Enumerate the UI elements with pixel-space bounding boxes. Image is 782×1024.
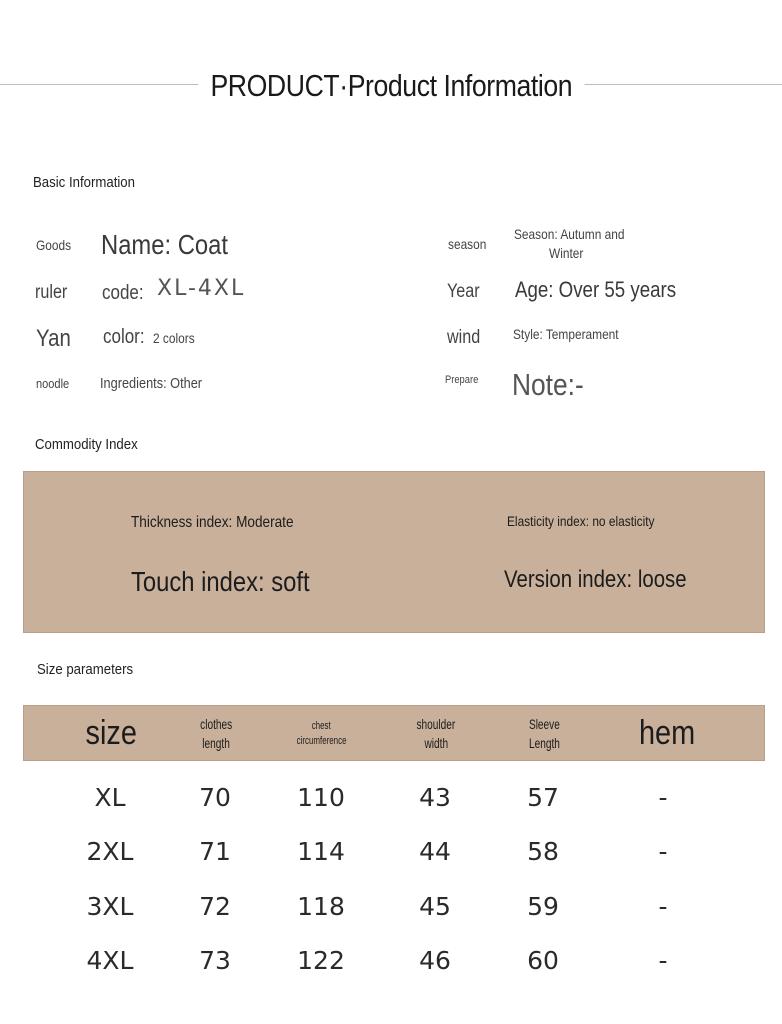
- cell-shoulder: 43: [419, 782, 451, 812]
- yan-key: Yan: [36, 325, 71, 352]
- header-clothes-length: clothes length: [199, 716, 233, 751]
- cell-size: 4XL: [86, 945, 134, 975]
- cell-clothes-length: 72: [199, 891, 231, 921]
- cell-sleeve: 58: [527, 836, 559, 866]
- cell-sleeve: 59: [527, 891, 559, 921]
- header-chest-circumference: chest circumference: [297, 720, 347, 747]
- cell-shoulder: 45: [419, 891, 451, 921]
- season-value-line1: Season: Autumn and: [514, 226, 625, 242]
- cell-hem: -: [658, 782, 668, 812]
- style-value: Style: Temperament: [513, 326, 619, 342]
- header-sleeve-length: Sleeve Length: [528, 716, 560, 751]
- age-value: Age: Over 55 years: [515, 277, 677, 302]
- cell-hem: -: [658, 945, 668, 975]
- table-row: [23, 933, 765, 987]
- cell-chest: 114: [297, 836, 345, 866]
- size-parameters-heading: Size parameters: [37, 661, 134, 678]
- ingredients-value: Ingredients: Other: [100, 375, 203, 392]
- note-value: Note:-: [512, 367, 584, 402]
- cell-clothes-length: 71: [199, 836, 231, 866]
- elasticity-index: Elasticity index: no elasticity: [507, 513, 655, 529]
- noodle-key: noodle: [36, 376, 70, 391]
- code-value: XL-4XL: [157, 276, 246, 301]
- cell-hem: -: [658, 891, 668, 921]
- season-value-line2: Winter: [549, 245, 584, 261]
- cell-clothes-length: 73: [199, 945, 231, 975]
- table-row: [23, 824, 765, 878]
- prepare-key: Prepare: [445, 374, 479, 386]
- cell-chest: 118: [297, 891, 345, 921]
- cell-chest: 122: [297, 945, 345, 975]
- header-size: size: [85, 714, 137, 753]
- commodity-index-heading: Commodity Index: [35, 436, 138, 453]
- year-key: Year: [447, 281, 480, 302]
- header-shoulder-width: shoulder width: [416, 716, 456, 751]
- version-index: Version index: loose: [504, 566, 687, 593]
- cell-shoulder: 46: [419, 945, 451, 975]
- color-label: color:: [103, 326, 145, 348]
- thickness-index: Thickness index: Moderate: [131, 514, 294, 531]
- goods-key: Goods: [36, 237, 72, 253]
- season-key: season: [448, 236, 487, 252]
- table-row: [23, 879, 765, 933]
- size-table-header: [23, 705, 765, 761]
- cell-sleeve: 57: [527, 782, 559, 812]
- code-label: code:: [102, 282, 144, 304]
- wind-key: wind: [447, 327, 481, 348]
- cell-clothes-length: 70: [199, 782, 231, 812]
- header-hem: hem: [638, 714, 696, 753]
- cell-size: 2XL: [86, 836, 134, 866]
- cell-hem: -: [658, 836, 668, 866]
- cell-shoulder: 44: [419, 836, 451, 866]
- cell-sleeve: 60: [527, 945, 559, 975]
- goods-value: Name: Coat: [101, 229, 228, 260]
- basic-info-heading: Basic Information: [33, 174, 135, 191]
- table-row: [23, 770, 765, 824]
- cell-chest: 110: [297, 782, 345, 812]
- page-title: PRODUCT·Product Information: [0, 68, 782, 104]
- color-value: 2 colors: [153, 330, 195, 346]
- cell-size: XL: [94, 782, 126, 812]
- cell-size: 3XL: [86, 891, 134, 921]
- commodity-index-box: [23, 471, 765, 633]
- touch-index: Touch index: soft: [131, 566, 310, 597]
- ruler-key: ruler: [35, 282, 68, 303]
